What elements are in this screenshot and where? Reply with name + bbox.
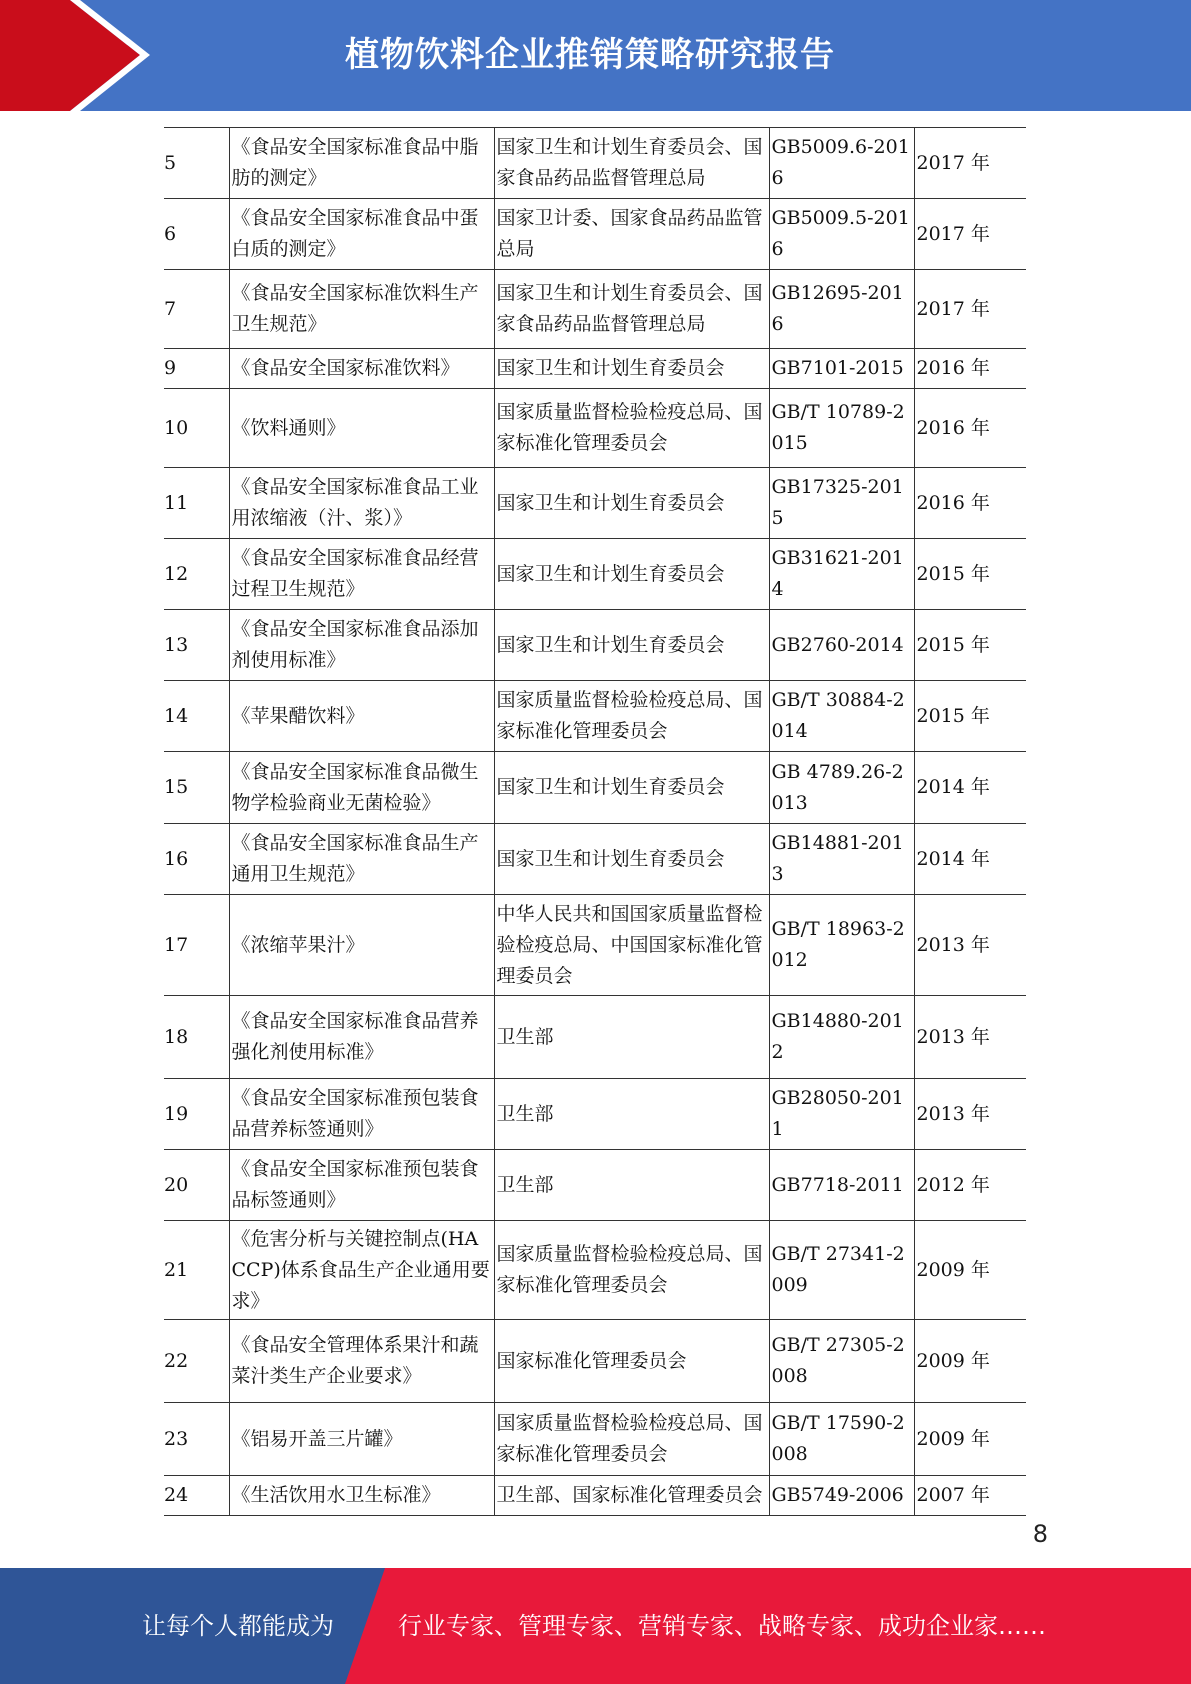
cell-issuing-body: 国家质量监督检验检疫总局、国家标准化管理委员会 [494,681,769,752]
standards-table [164,127,1026,1516]
cell-year: 2013 年 [914,996,1026,1079]
cell-standard-name: 《苹果醋饮料》 [229,681,494,752]
cell-issuing-body: 国家卫生和计划生育委员会、国家食品药品监督管理总局 [494,128,769,199]
cell-issuing-body: 国家卫计委、国家食品药品监管总局 [494,199,769,270]
table-row [164,610,1026,681]
cell-number: 17 [164,895,229,996]
cell-year: 2009 年 [914,1221,1026,1320]
table-row [164,1476,1026,1516]
cell-year: 2017 年 [914,270,1026,349]
report-title: 植物饮料企业推销策略研究报告 [345,35,835,75]
cell-issuing-body: 国家标准化管理委员会 [494,1320,769,1403]
cell-number: 9 [164,349,229,389]
cell-number: 21 [164,1221,229,1320]
cell-year: 2015 年 [914,539,1026,610]
cell-year: 2013 年 [914,895,1026,996]
table-row [164,1403,1026,1476]
cell-standard-name: 《食品安全国家标准食品添加剂使用标准》 [229,610,494,681]
cell-standard-code: GB31621-2014 [769,539,914,610]
table-row [164,1221,1026,1320]
cell-number: 13 [164,610,229,681]
cell-standard-name: 《食品安全国家标准预包装食品营养标签通则》 [229,1079,494,1150]
cell-year: 2012 年 [914,1150,1026,1221]
cell-standard-code: GB/T 18963-2012 [769,895,914,996]
page-header [0,0,1191,111]
footer-slogan-left: 让每个人都能成为 [142,1612,334,1640]
cell-year: 2017 年 [914,128,1026,199]
page-footer [0,1568,1191,1684]
cell-issuing-body: 国家卫生和计划生育委员会 [494,610,769,681]
table-row [164,824,1026,895]
cell-standard-code: GB5009.6-2016 [769,128,914,199]
header-chevron-decoration [0,0,160,111]
cell-standard-name: 《浓缩苹果汁》 [229,895,494,996]
cell-standard-name: 《铝易开盖三片罐》 [229,1403,494,1476]
cell-number: 15 [164,752,229,824]
cell-standard-code: GB/T 27305-2008 [769,1320,914,1403]
cell-standard-code: GB 4789.26-2013 [769,752,914,824]
cell-number: 11 [164,468,229,539]
table-row [164,539,1026,610]
cell-year: 2009 年 [914,1320,1026,1403]
cell-year: 2017 年 [914,199,1026,270]
cell-standard-code: GB/T 10789-2015 [769,389,914,468]
cell-issuing-body: 国家卫生和计划生育委员会 [494,752,769,824]
cell-number: 12 [164,539,229,610]
cell-year: 2015 年 [914,610,1026,681]
cell-issuing-body: 国家质量监督检验检疫总局、国家标准化管理委员会 [494,1221,769,1320]
cell-issuing-body: 国家质量监督检验检疫总局、国家标准化管理委员会 [494,389,769,468]
cell-number: 14 [164,681,229,752]
cell-issuing-body: 卫生部、国家标准化管理委员会 [494,1476,769,1516]
cell-number: 6 [164,199,229,270]
cell-issuing-body: 中华人民共和国国家质量监督检验检疫总局、中国国家标准化管理委员会 [494,895,769,996]
cell-standard-name: 《食品安全国家标准预包装食品标签通则》 [229,1150,494,1221]
cell-issuing-body: 卫生部 [494,996,769,1079]
cell-issuing-body: 国家卫生和计划生育委员会、国家食品药品监督管理总局 [494,270,769,349]
cell-standard-name: 《食品安全管理体系果汁和蔬菜汁类生产企业要求》 [229,1320,494,1403]
table-row [164,128,1026,199]
cell-issuing-body: 国家卫生和计划生育委员会 [494,349,769,389]
cell-issuing-body: 国家卫生和计划生育委员会 [494,539,769,610]
cell-year: 2016 年 [914,389,1026,468]
cell-standard-code: GB12695-2016 [769,270,914,349]
cell-standard-code: GB5009.5-2016 [769,199,914,270]
cell-year: 2016 年 [914,468,1026,539]
cell-issuing-body: 国家卫生和计划生育委员会 [494,468,769,539]
cell-standard-name: 《生活饮用水卫生标准》 [229,1476,494,1516]
cell-year: 2009 年 [914,1403,1026,1476]
cell-number: 24 [164,1476,229,1516]
cell-number: 23 [164,1403,229,1476]
cell-year: 2014 年 [914,752,1026,824]
cell-standard-name: 《食品安全国家标准食品生产通用卫生规范》 [229,824,494,895]
cell-number: 10 [164,389,229,468]
table-row [164,349,1026,389]
cell-issuing-body: 卫生部 [494,1079,769,1150]
cell-issuing-body: 国家质量监督检验检疫总局、国家标准化管理委员会 [494,1403,769,1476]
cell-year: 2007 年 [914,1476,1026,1516]
cell-standard-code: GB14881-2013 [769,824,914,895]
table-row [164,389,1026,468]
cell-standard-name: 《食品安全国家标准食品经营过程卫生规范》 [229,539,494,610]
table-row [164,270,1026,349]
cell-standard-name: 《食品安全国家标准食品中蛋白质的测定》 [229,199,494,270]
table-row [164,468,1026,539]
cell-standard-code: GB/T 27341-2009 [769,1221,914,1320]
table-row [164,1150,1026,1221]
cell-year: 2015 年 [914,681,1026,752]
table-row [164,996,1026,1079]
cell-standard-code: GB/T 17590-2008 [769,1403,914,1476]
cell-standard-name: 《食品安全国家标准食品中脂肪的测定》 [229,128,494,199]
page-number: 8 [1032,1520,1048,1548]
cell-standard-code: GB5749-2006 [769,1476,914,1516]
standards-table-container [164,127,1026,1516]
table-row [164,681,1026,752]
cell-number: 16 [164,824,229,895]
cell-standard-code: GB/T 30884-2014 [769,681,914,752]
cell-number: 18 [164,996,229,1079]
cell-year: 2016 年 [914,349,1026,389]
cell-year: 2013 年 [914,1079,1026,1150]
cell-standard-name: 《危害分析与关键控制点(HACCP)体系食品生产企业通用要求》 [229,1221,494,1320]
cell-standard-name: 《食品安全国家标准饮料》 [229,349,494,389]
cell-number: 22 [164,1320,229,1403]
cell-standard-name: 《食品安全国家标准食品工业用浓缩液（汁、浆）》 [229,468,494,539]
cell-number: 19 [164,1079,229,1150]
cell-year: 2014 年 [914,824,1026,895]
table-row [164,199,1026,270]
cell-number: 7 [164,270,229,349]
table-row [164,1079,1026,1150]
cell-number: 5 [164,128,229,199]
cell-standard-code: GB7101-2015 [769,349,914,389]
table-row [164,752,1026,824]
cell-standard-name: 《食品安全国家标准饮料生产卫生规范》 [229,270,494,349]
table-row [164,895,1026,996]
cell-number: 20 [164,1150,229,1221]
cell-issuing-body: 卫生部 [494,1150,769,1221]
cell-standard-name: 《食品安全国家标准食品营养强化剂使用标准》 [229,996,494,1079]
table-row [164,1320,1026,1403]
cell-standard-code: GB28050-2011 [769,1079,914,1150]
footer-slogan-right: 行业专家、管理专家、营销专家、战略专家、成功企业家…… [398,1612,1046,1640]
cell-standard-code: GB7718-2011 [769,1150,914,1221]
cell-standard-code: GB2760-2014 [769,610,914,681]
cell-standard-name: 《食品安全国家标准食品微生物学检验商业无菌检验》 [229,752,494,824]
cell-standard-name: 《饮料通则》 [229,389,494,468]
cell-issuing-body: 国家卫生和计划生育委员会 [494,824,769,895]
cell-standard-code: GB14880-2012 [769,996,914,1079]
cell-standard-code: GB17325-2015 [769,468,914,539]
